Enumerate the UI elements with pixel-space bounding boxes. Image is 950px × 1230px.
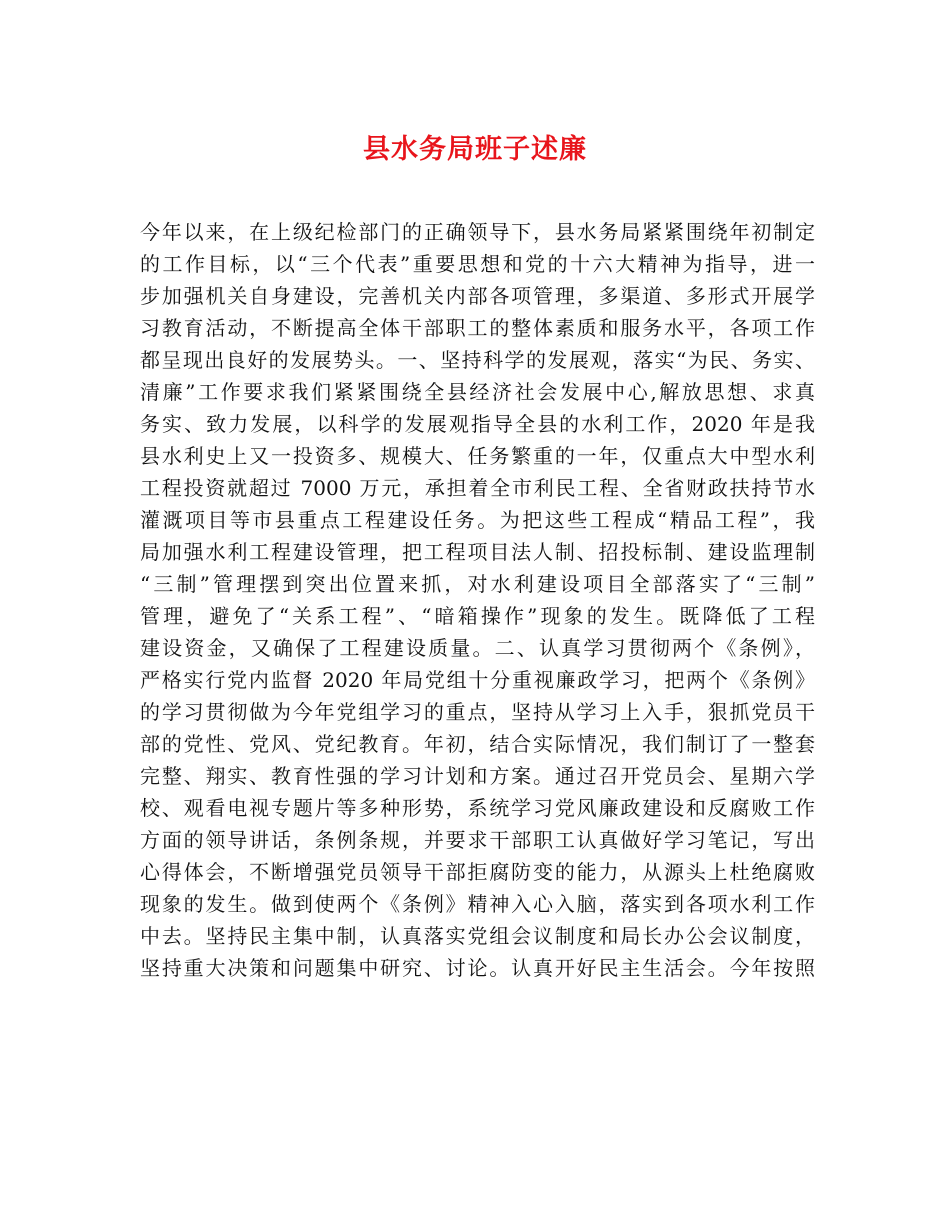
body-line: 坚持重大决策和问题集中研究、讨论。认真开好民主生活会。今年按照 (140, 956, 815, 980)
document-body (140, 216, 815, 984)
body-line: 现象的发生。做到使两个《条例》精神入心入脑，落实到各项水利工作 (140, 892, 815, 916)
body-line: 都呈现出良好的发展势头。一、坚持科学的发展观，落实“为民、务实、 (140, 348, 815, 372)
body-line: 严格实行党内监督 2020 年局党组十分重视廉政学习，把两个《条例》 (140, 668, 815, 692)
body-line: 工程投资就超过 7000 万元，承担着全市利民工程、全省财政扶持节水 (140, 476, 815, 500)
body-line: 局加强水利工程建设管理，把工程项目法人制、招投标制、建设监理制 (140, 540, 815, 564)
body-line: 完整、翔实、教育性强的学习计划和方案。通过召开党员会、星期六学 (140, 764, 815, 788)
body-line: 的学习贯彻做为今年党组学习的重点，坚持从学习上入手，狠抓党员干 (140, 700, 815, 724)
body-line: 灌溉项目等市县重点工程建设任务。为把这些工程成“精品工程”，我 (140, 508, 815, 532)
body-line: 务实、致力发展，以科学的发展观指导全县的水利工作，2020 年是我 (140, 412, 815, 436)
body-line: 管理，避免了“关系工程”、“暗箱操作”现象的发生。既降低了工程 (140, 604, 815, 628)
body-line: 习教育活动，不断提高全体干部职工的整体素质和服务水平，各项工作 (140, 316, 815, 340)
body-line: 今年以来，在上级纪检部门的正确领导下，县水务局紧紧围绕年初制定 (140, 220, 815, 244)
body-line: 建设资金，又确保了工程建设质量。二、认真学习贯彻两个《条例》， (140, 636, 815, 660)
body-line: “三制”管理摆到突出位置来抓，对水利建设项目全部落实了“三制” (140, 572, 815, 596)
body-line: 部的党性、党风、党纪教育。年初，结合实际情况，我们制订了一整套 (140, 732, 815, 756)
body-line: 步加强机关自身建设，完善机关内部各项管理，多渠道、多形式开展学 (140, 284, 815, 308)
body-line: 校、观看电视专题片等多种形势，系统学习党风廉政建设和反腐败工作 (140, 796, 815, 820)
body-line: 县水利史上又一投资多、规模大、任务繁重的一年，仅重点大中型水利 (140, 444, 815, 468)
body-line: 方面的领导讲话，条例条规，并要求干部职工认真做好学习笔记，写出 (140, 828, 815, 852)
body-line: 心得体会，不断增强党员领导干部拒腐防变的能力，从源头上杜绝腐败 (140, 860, 815, 884)
body-line: 中去。坚持民主集中制，认真落实党组会议制度和局长办公会议制度， (140, 924, 815, 948)
document-title: 县水务局班子述廉 (363, 134, 587, 165)
body-line: 的工作目标，以“三个代表”重要思想和党的十六大精神为指导，进一 (140, 252, 815, 276)
body-line: 清廉”工作要求我们紧紧围绕全县经济社会发展中心,解放思想、求真 (140, 380, 815, 404)
